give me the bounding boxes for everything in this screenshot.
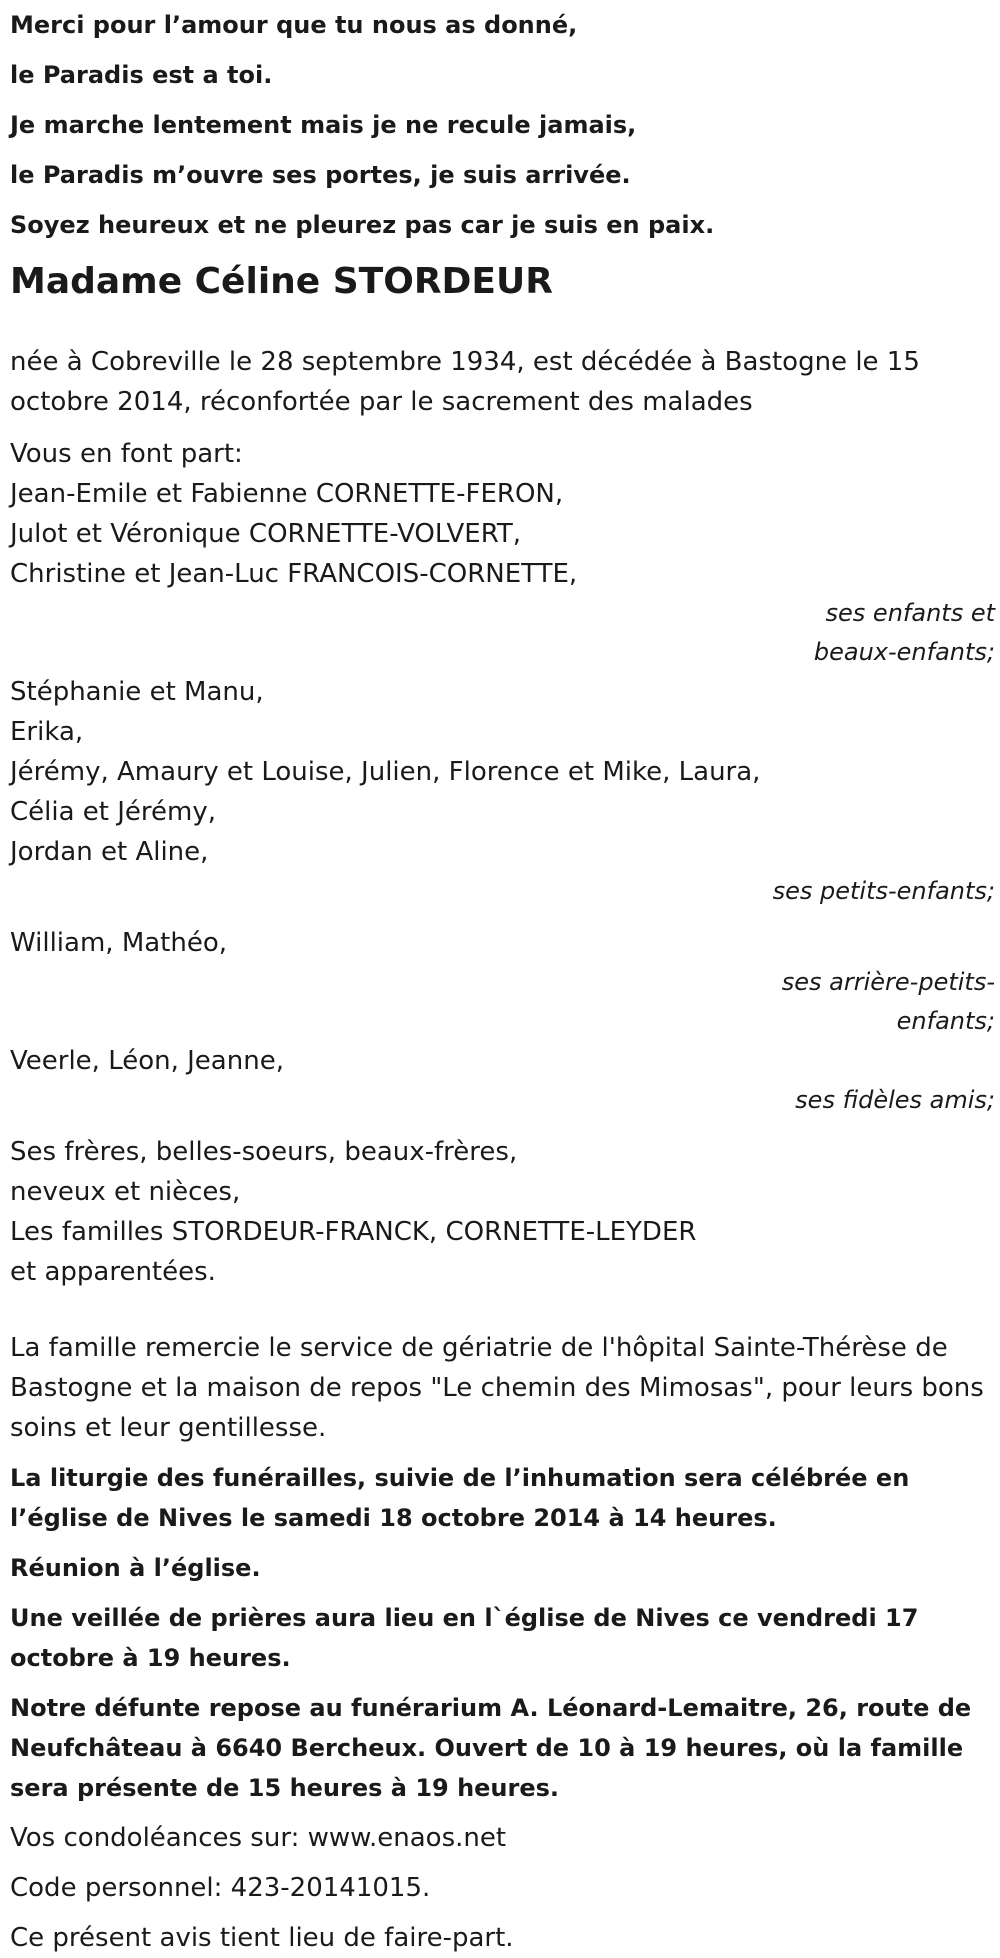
vigil-text: Une veillée de prières aura lieu en l`église de Nives ce vendredi 17 octobre à 19 heures. [10,1604,919,1672]
poem-line: Merci pour l’amour que tu nous as donné, [10,11,578,39]
condolences-text: Vos condoléances sur: www.enaos.net [10,1823,507,1853]
list-item: Ses frères, belles-soeurs, beaux-frères, [10,1137,518,1167]
poem-line: le Paradis m’ouvre ses portes, je suis arrivée. [10,161,631,189]
liturgy-text: La liturgie des funérailles, suivie de l’inhumation sera célébrée en l’église de Nives le samedi 18 octobre 2014 à 14 heures. [10,1464,910,1532]
relation-line: beaux-enfants; [813,638,995,666]
relation-line: ses arrière-petits- [781,968,995,996]
grandchildren-list [10,672,1000,872]
personal-code: Code personnel: 423-20141015. [10,1873,431,1903]
list-item: Stéphanie et Manu, [10,677,264,707]
grandchildren-relation: ses petits-enfants; [772,877,995,905]
list-item: et apparentées. [10,1257,216,1287]
funeral-home-text: Notre défunte repose au funérarium A. Léonard-Lemaitre, 26, route de Neufchâteau à 6640 Bercheux. Ouvert de 10 à 19 heures, où la famille sera présente de 15 heures à 19 heures. [10,1694,972,1802]
obituary-notice [10,0,1000,1958]
notice-text: Ce présent avis tient lieu de faire-part. [10,1923,514,1953]
children-list [10,474,1000,594]
relation-line: enfants; [896,1007,995,1035]
list-item: Christine et Jean-Luc FRANCOIS-CORNETTE, [10,559,578,589]
poem [10,8,1000,242]
list-item: Jordan et Aline, [10,837,209,867]
list-item: neveux et nièces, [10,1177,241,1207]
great-grandchildren-list: William, Mathéo, [10,928,228,958]
list-item: Julot et Véronique CORNETTE-VOLVERT, [10,519,522,549]
meeting-text: Réunion à l’église. [10,1554,261,1582]
list-item: Les familles STORDEUR-FRANCK, CORNETTE-LEYDER [10,1217,697,1247]
deceased-name: Madame Céline STORDEUR [10,261,553,302]
poem-line: Je marche lentement mais je ne recule jamais, [10,111,637,139]
friends-relation: ses fidèles amis; [795,1086,995,1114]
family-list [10,1132,1000,1292]
birth-death-text: née à Cobreville le 28 septembre 1934, est décédée à Bastogne le 15 octobre 2014, réconfortée par le sacrement des malades [10,347,920,417]
poem-line: Soyez heureux et ne pleurez pas car je suis en paix. [10,211,715,239]
great-grandchildren-relation [10,963,1000,1041]
friends-list: Veerle, Léon, Jeanne, [10,1046,284,1076]
thanks-text: La famille remercie le service de gériatrie de l'hôpital Sainte-Thérèse de Bastogne et la maison de repos "Le chemin des Mimosas", pour leurs bons soins et leur gentillesse. [10,1333,984,1443]
relation-line: ses enfants et [825,599,995,627]
list-item: Jean-Emile et Fabienne CORNETTE-FERON, [10,479,564,509]
list-item: Célia et Jérémy, [10,797,217,827]
poem-line: le Paradis est a toi. [10,61,273,89]
list-item: Jérémy, Amaury et Louise, Julien, Florence et Mike, Laura, [10,757,761,787]
announce-text: Vous en font part: [10,439,243,469]
children-relation [10,594,1000,672]
list-item: Erika, [10,717,84,747]
